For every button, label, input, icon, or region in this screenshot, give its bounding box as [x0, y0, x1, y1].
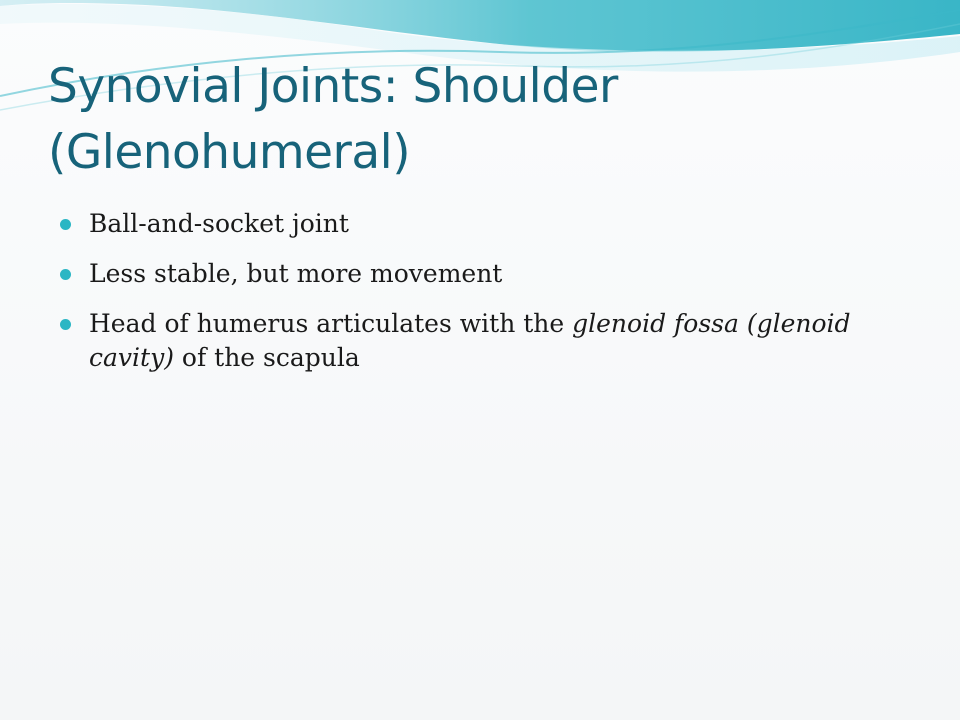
bullet-text-part: Head of humerus articulates with the	[89, 309, 573, 338]
bullet-item	[60, 307, 880, 375]
bullet-icon	[60, 219, 71, 230]
bullet-text: Less stable, but more movement	[89, 259, 503, 288]
bullet-list	[60, 207, 880, 391]
bullet-item	[60, 207, 880, 241]
bullet-icon	[60, 269, 71, 280]
bullet-text-part: of the scapula	[173, 343, 360, 372]
bullet-text: Ball-and-socket joint	[89, 209, 349, 238]
slide-title: Synovial Joints: Shoulder (Glenohumeral)	[48, 59, 618, 180]
bullet-italic-term: glenoid fossa (glenoid cavity)	[89, 309, 851, 372]
bullet-item	[60, 257, 880, 291]
bullet-icon	[60, 319, 71, 330]
